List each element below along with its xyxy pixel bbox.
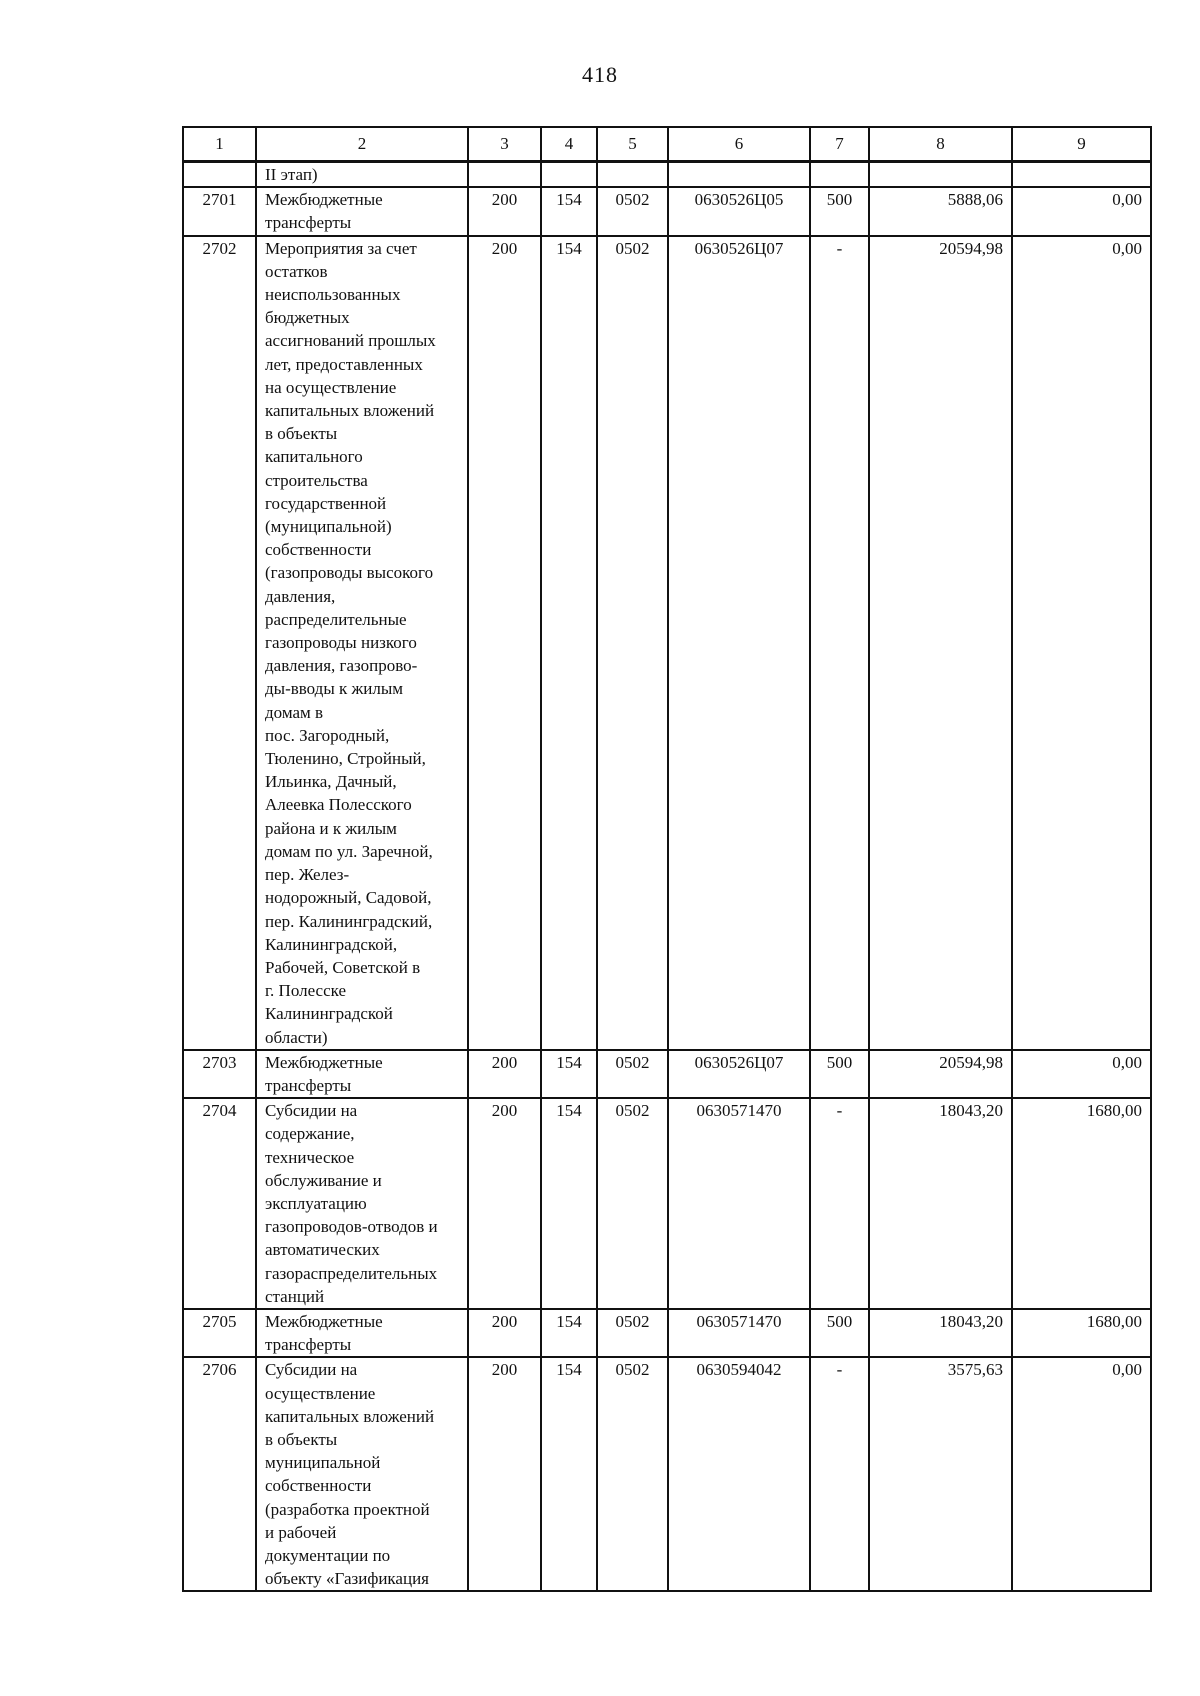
description-line: района и к жилым: [265, 818, 397, 838]
cell-col-8: 18043,20: [869, 1098, 1012, 1309]
table-row: [183, 1309, 1151, 1357]
cell-description: [256, 187, 468, 235]
cell-col-8: 20594,98: [869, 1050, 1012, 1098]
cell-col-8: 3575,63: [869, 1357, 1012, 1591]
description-line: Калининградской,: [265, 934, 398, 954]
header-cell-1: 1: [183, 127, 256, 162]
description-line: Калининградской: [265, 1004, 393, 1024]
cell-col-7: 500: [810, 1309, 869, 1357]
description-line: Мероприятия за счет: [265, 238, 417, 258]
description-line: в объекты: [265, 424, 338, 444]
cell-col-4: 154: [541, 1050, 597, 1098]
header-cell-6: 6: [668, 127, 810, 162]
description-line: собственности: [265, 540, 372, 560]
table-row: [183, 1050, 1151, 1098]
cell-col-4: 154: [541, 236, 597, 1050]
description-line: документации по: [265, 1545, 391, 1565]
description-line: муниципальной: [265, 1453, 381, 1473]
description-line: давления,: [265, 586, 336, 606]
cell-col-4: 154: [541, 1098, 597, 1309]
description-line: Ильинка, Дачный,: [265, 772, 397, 792]
cell-id: 2704: [183, 1098, 256, 1309]
description-line: газопроводы низкого: [265, 633, 417, 653]
cell-col-9: 0,00: [1012, 1357, 1151, 1591]
cell-col-3: 200: [468, 1098, 541, 1309]
description-line: собственности: [265, 1476, 372, 1496]
description-line: Рабочей, Советской в: [265, 957, 421, 977]
description-line: трансферты: [265, 1335, 352, 1355]
cell-col-5: 0502: [597, 1357, 668, 1591]
cell-col-6: 0630594042: [668, 1357, 810, 1591]
description-line: осуществление: [265, 1383, 376, 1403]
page-number: 418: [582, 62, 618, 87]
cell-col-7: -: [810, 236, 869, 1050]
cell-id: 2705: [183, 1309, 256, 1357]
description-line: Алеевка Полесского: [265, 795, 412, 815]
cell-col-4: [541, 162, 597, 188]
cell-col-6: 0630571470: [668, 1309, 810, 1357]
cell-col-4: 154: [541, 1309, 597, 1357]
cell-col-8: 18043,20: [869, 1309, 1012, 1357]
cell-col-6: 0630526Ц07: [668, 1050, 810, 1098]
cell-id: 2706: [183, 1357, 256, 1591]
cell-id: 2702: [183, 236, 256, 1050]
cell-description: [256, 1050, 468, 1098]
cell-description: [256, 1357, 468, 1591]
description-line: лет, предоставленных: [265, 354, 423, 374]
cell-description: [256, 162, 468, 188]
table-row: [183, 1098, 1151, 1309]
cell-col-6: 0630526Ц07: [668, 236, 810, 1050]
description-line: капитальных вложений: [265, 401, 435, 421]
description-line: ды-вводы к жилым: [265, 679, 404, 699]
cell-col-9: 0,00: [1012, 1050, 1151, 1098]
cell-description: [256, 1098, 468, 1309]
cell-col-3: 200: [468, 1309, 541, 1357]
description-line: неиспользованных: [265, 285, 401, 305]
description-line: станций: [265, 1286, 325, 1306]
description-line: пер. Желез-: [265, 865, 350, 885]
description-line: давления, газопрово-: [265, 656, 418, 676]
cell-col-3: 200: [468, 187, 541, 235]
table-row: [183, 187, 1151, 235]
header-cell-9: 9: [1012, 127, 1151, 162]
description-line: государственной: [265, 493, 387, 513]
description-line: объекту «Газификация: [265, 1569, 429, 1589]
cell-col-9: [1012, 162, 1151, 188]
budget-table: [182, 126, 1152, 1592]
description-line: Межбюджетные: [265, 1311, 383, 1331]
description-line: Межбюджетные: [265, 1052, 383, 1072]
cell-col-7: [810, 162, 869, 188]
cell-col-4: 154: [541, 1357, 597, 1591]
description-line: газопроводов-отводов и: [265, 1217, 438, 1237]
cell-col-6: [668, 162, 810, 188]
cell-col-8: [869, 162, 1012, 188]
description-line: II этап): [265, 165, 318, 184]
description-line: Субсидии на: [265, 1360, 358, 1380]
description-line: области): [265, 1027, 328, 1047]
description-line: Тюленино, Стройный,: [265, 749, 426, 769]
cell-col-6: 0630571470: [668, 1098, 810, 1309]
cell-col-5: 0502: [597, 236, 668, 1050]
header-row: [183, 127, 1151, 162]
description-line: пер. Калининградский,: [265, 911, 433, 931]
description-line: домам по ул. Заречной,: [265, 841, 433, 861]
description-line: содержание,: [265, 1124, 355, 1144]
header-cell-3: 3: [468, 127, 541, 162]
description-line: Субсидии на: [265, 1101, 358, 1121]
cell-col-9: 1680,00: [1012, 1309, 1151, 1357]
cell-col-9: 1680,00: [1012, 1098, 1151, 1309]
description-line: в объекты: [265, 1429, 338, 1449]
cell-id: 2703: [183, 1050, 256, 1098]
continuation-row: [183, 162, 1151, 188]
cell-col-3: [468, 162, 541, 188]
table-row: [183, 236, 1151, 1050]
description-line: распределительные: [265, 609, 407, 629]
description-line: трансферты: [265, 213, 352, 233]
description-line: газораспределительных: [265, 1263, 438, 1283]
description-line: и рабочей: [265, 1522, 337, 1542]
cell-col-5: 0502: [597, 187, 668, 235]
description-line: трансферты: [265, 1075, 352, 1095]
description-line: домам в: [265, 702, 324, 722]
description-line: (газопроводы высокого: [265, 563, 434, 583]
description-line: пос. Загородный,: [265, 725, 390, 745]
description-line: обслуживание и: [265, 1170, 382, 1190]
cell-col-7: -: [810, 1357, 869, 1591]
cell-col-7: 500: [810, 187, 869, 235]
description-line: капитальных вложений: [265, 1406, 435, 1426]
cell-col-3: 200: [468, 1357, 541, 1591]
cell-col-4: 154: [541, 187, 597, 235]
cell-col-7: 500: [810, 1050, 869, 1098]
description-line: нодорожный, Садовой,: [265, 888, 432, 908]
cell-col-3: 200: [468, 1050, 541, 1098]
cell-description: [256, 1309, 468, 1357]
description-line: на осуществление: [265, 377, 397, 397]
cell-col-6: 0630526Ц05: [668, 187, 810, 235]
description-line: эксплуатацию: [265, 1193, 367, 1213]
header-cell-4: 4: [541, 127, 597, 162]
description-line: техническое: [265, 1147, 355, 1167]
header-cell-5: 5: [597, 127, 668, 162]
cell-col-5: [597, 162, 668, 188]
cell-col-5: 0502: [597, 1050, 668, 1098]
cell-col-9: 0,00: [1012, 236, 1151, 1050]
cell-col-8: 5888,06: [869, 187, 1012, 235]
description-line: Межбюджетные: [265, 190, 383, 210]
description-line: строительства: [265, 470, 368, 490]
description-line: бюджетных: [265, 308, 350, 328]
cell-col-8: 20594,98: [869, 236, 1012, 1050]
cell-description: [256, 236, 468, 1050]
description-line: ассигнований прошлых: [265, 331, 436, 351]
header-cell-7: 7: [810, 127, 869, 162]
cell-col-5: 0502: [597, 1098, 668, 1309]
description-line: капитального: [265, 447, 363, 467]
description-line: (разработка проектной: [265, 1499, 430, 1519]
header-cell-2: 2: [256, 127, 468, 162]
description-line: (муниципальной): [265, 517, 392, 537]
cell-col-5: 0502: [597, 1309, 668, 1357]
header-cell-8: 8: [869, 127, 1012, 162]
cell-id: 2701: [183, 187, 256, 235]
cell-col-3: 200: [468, 236, 541, 1050]
description-line: автоматических: [265, 1240, 380, 1260]
description-line: остатков: [265, 261, 328, 281]
cell-id: [183, 162, 256, 188]
cell-col-9: 0,00: [1012, 187, 1151, 235]
cell-col-7: -: [810, 1098, 869, 1309]
table-body: [183, 162, 1151, 1592]
table-row: [183, 1357, 1151, 1591]
description-line: г. Полесске: [265, 981, 347, 1001]
